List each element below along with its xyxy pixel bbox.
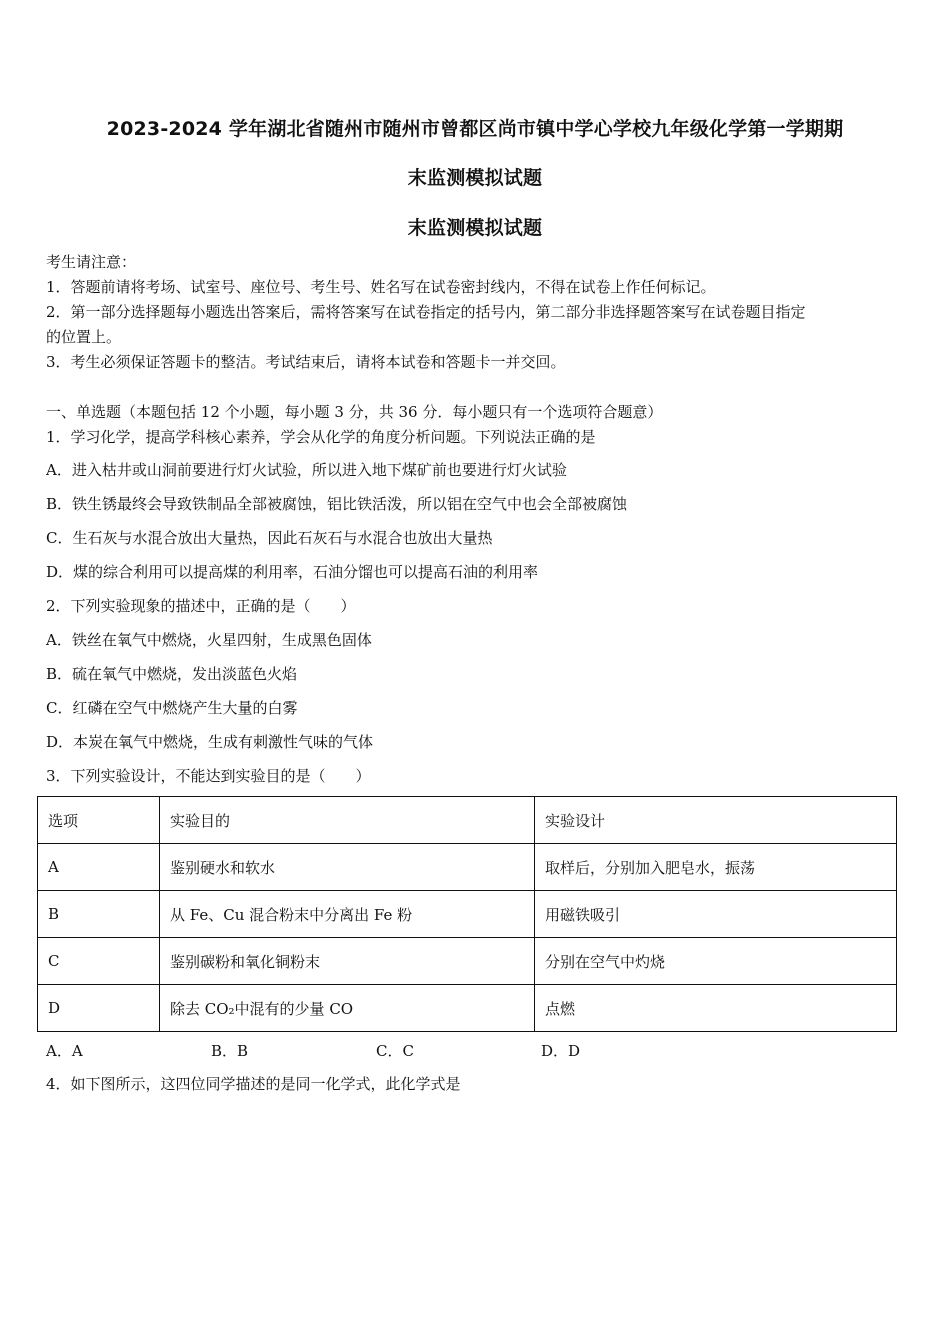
- table-cell: 鉴别碳粉和氧化铜粉末: [160, 938, 535, 985]
- q2-option-b: B．硫在氧气中燃烧，发出淡蓝色火焰: [46, 665, 298, 683]
- header-cell-design: 实验设计: [535, 797, 897, 844]
- table-header-row: [38, 797, 897, 844]
- table-cell: 鉴别硬水和软水: [160, 844, 535, 891]
- table-row: [38, 985, 897, 1032]
- q2-option-d: D．本炭在氧气中燃烧，生成有刺激性气味的气体: [46, 733, 374, 751]
- q2-option-c: C．红磷在空气中燃烧产生大量的白雾: [46, 699, 298, 717]
- notice-item-2-cont: 的位置上。: [46, 328, 122, 346]
- notice-heading: 考生请注意：: [46, 253, 137, 271]
- header-cell-option: 选项: [38, 797, 160, 844]
- table-cell: C: [38, 938, 160, 985]
- table-cell: 从 Fe、Cu 混合粉末中分离出 Fe 粉: [160, 891, 535, 938]
- table-row: [38, 891, 897, 938]
- table-row: [38, 938, 897, 985]
- notice-item-1: 1．答题前请将考场、试室号、座位号、考生号、姓名写在试卷密封线内，不得在试卷上作任何标记。: [46, 278, 716, 296]
- q1-option-c: C．生石灰与水混合放出大量热，因此石灰石与水混合也放出大量热: [46, 529, 493, 547]
- section-heading: 一、单选题（本题包括 12 个小题，每小题 3 分，共 36 分．每小题只有一个选项符合题意）: [46, 403, 663, 421]
- page-title-line-2: 末监测模拟试题: [407, 167, 543, 189]
- q3-option-b: B．B: [211, 1042, 249, 1060]
- q1-option-d: D．煤的综合利用可以提高煤的利用率，石油分馏也可以提高石油的利用率: [46, 563, 539, 581]
- table-cell: 用磁铁吸引: [535, 891, 897, 938]
- page-title-line-1: 2023-2024 学年湖北省随州市随州市曾都区尚市镇中学心学校九年级化学第一学期期: [106, 118, 844, 140]
- table-cell: 取样后，分别加入肥皂水，振荡: [535, 844, 897, 891]
- q1-stem: 1．学习化学，提高学科核心素养，学会从化学的角度分析问题。下列说法正确的是: [46, 428, 596, 446]
- q4-stem: 4．如下图所示，这四位同学描述的是同一化学式，此化学式是: [46, 1075, 461, 1093]
- q2-stem: 2．下列实验现象的描述中，正确的是（ ）: [46, 597, 356, 615]
- q3-option-c: C．C: [376, 1042, 414, 1060]
- q3-table: [37, 796, 897, 1032]
- table-cell: A: [38, 844, 160, 891]
- q1-option-a: A．进入枯井或山洞前要进行灯火试验，所以进入地下煤矿前也要进行灯火试验: [46, 461, 567, 479]
- table-cell: D: [38, 985, 160, 1032]
- notice-item-3: 3．考生必须保证答题卡的整洁。考试结束后，请将本试卷和答题卡一并交回。: [46, 353, 566, 371]
- header-cell-purpose: 实验目的: [160, 797, 535, 844]
- q3-option-a: A．A: [46, 1042, 83, 1060]
- q3-option-d: D．D: [541, 1042, 581, 1060]
- table-cell: B: [38, 891, 160, 938]
- table-cell: 除去 CO₂中混有的少量 CO: [160, 985, 535, 1032]
- table-row: [38, 844, 897, 891]
- page-title-line-3: 末监测模拟试题: [407, 217, 543, 239]
- table-cell: 点燃: [535, 985, 897, 1032]
- notice-item-2: 2．第一部分选择题每小题选出答案后，需将答案写在试卷指定的括号内，第二部分非选择题答案写在试卷题目指定: [46, 303, 806, 321]
- q1-option-b: B．铁生锈最终会导致铁制品全部被腐蚀，铝比铁活泼，所以铝在空气中也会全部被腐蚀: [46, 495, 628, 513]
- q3-stem: 3．下列实验设计，不能达到实验目的是（ ）: [46, 767, 371, 785]
- q2-option-a: A．铁丝在氧气中燃烧，火星四射，生成黑色固体: [46, 631, 372, 649]
- table-cell: 分别在空气中灼烧: [535, 938, 897, 985]
